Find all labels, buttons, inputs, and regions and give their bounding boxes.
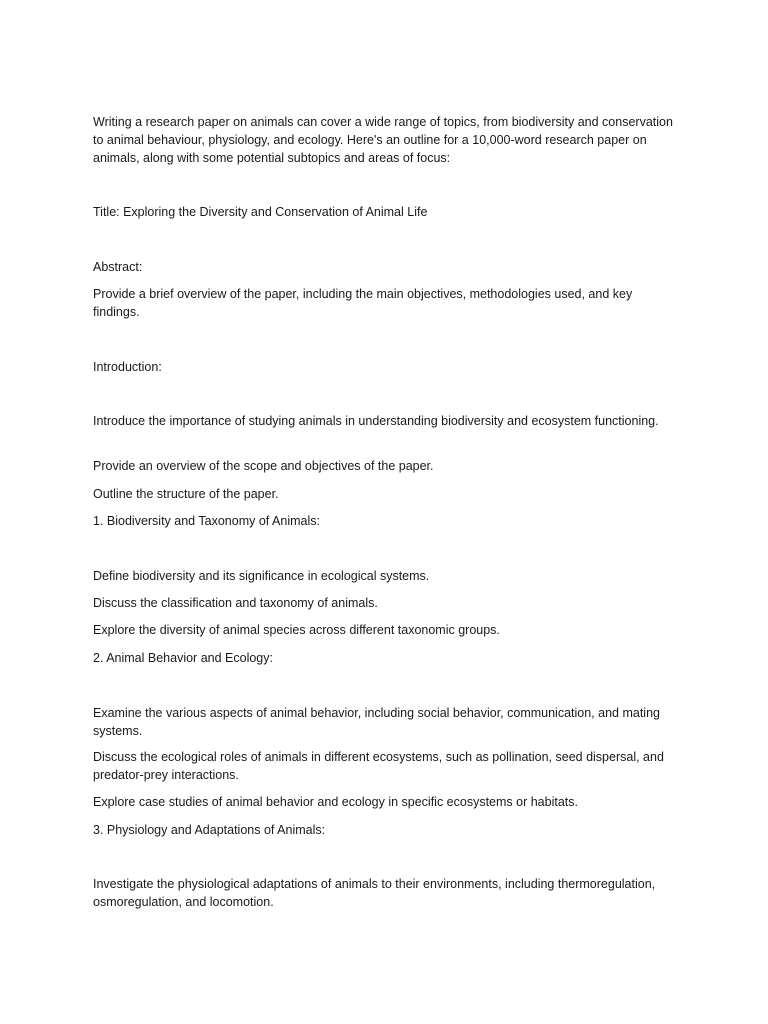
introduction-item: Provide an overview of the scope and objectives of the paper.: [93, 459, 434, 473]
introduction-item: Outline the structure of the paper.: [93, 487, 279, 501]
paper-title: Title: Exploring the Diversity and Conservation of Animal Life: [93, 205, 428, 219]
section-item: Discuss the classification and taxonomy of animals.: [93, 596, 378, 610]
section-item: Define biodiversity and its significance in ecological systems.: [93, 569, 430, 583]
section-item: Examine the various aspects of animal behavior, including social behavior, communication, and mating systems.: [93, 706, 660, 738]
section-item: Explore the diversity of animal species across different taxonomic groups.: [93, 623, 500, 637]
section-heading: 2. Animal Behavior and Ecology:: [93, 651, 273, 665]
introduction-heading: Introduction:: [93, 360, 162, 374]
section-heading: 1. Biodiversity and Taxonomy of Animals:: [93, 514, 320, 528]
abstract-text: Provide a brief overview of the paper, including the main objectives, methodologies used, and key findings.: [93, 287, 633, 319]
section-item: Explore case studies of animal behavior and ecology in specific ecosystems or habitats.: [93, 795, 578, 809]
section-item: Investigate the physiological adaptations of animals to their environments, including thermoregulation, osmoregulation, and locomotion.: [93, 877, 656, 909]
abstract-heading: Abstract:: [93, 260, 143, 274]
section-item: Discuss the ecological roles of animals in different ecosystems, such as pollination, seed dispersal, and predator-prey interactions.: [93, 750, 664, 782]
intro-paragraph: Writing a research paper on animals can cover a wide range of topics, from biodiversity and conservation to animal behaviour, physiology, and ecology. Here's an outline for a 10,000-word research paper on animals, along with some potential subtopics and areas of focus:: [93, 115, 673, 165]
section-heading: 3. Physiology and Adaptations of Animals:: [93, 823, 326, 837]
introduction-item: Introduce the importance of studying animals in understanding biodiversity and ecosystem functioning.: [93, 414, 659, 428]
